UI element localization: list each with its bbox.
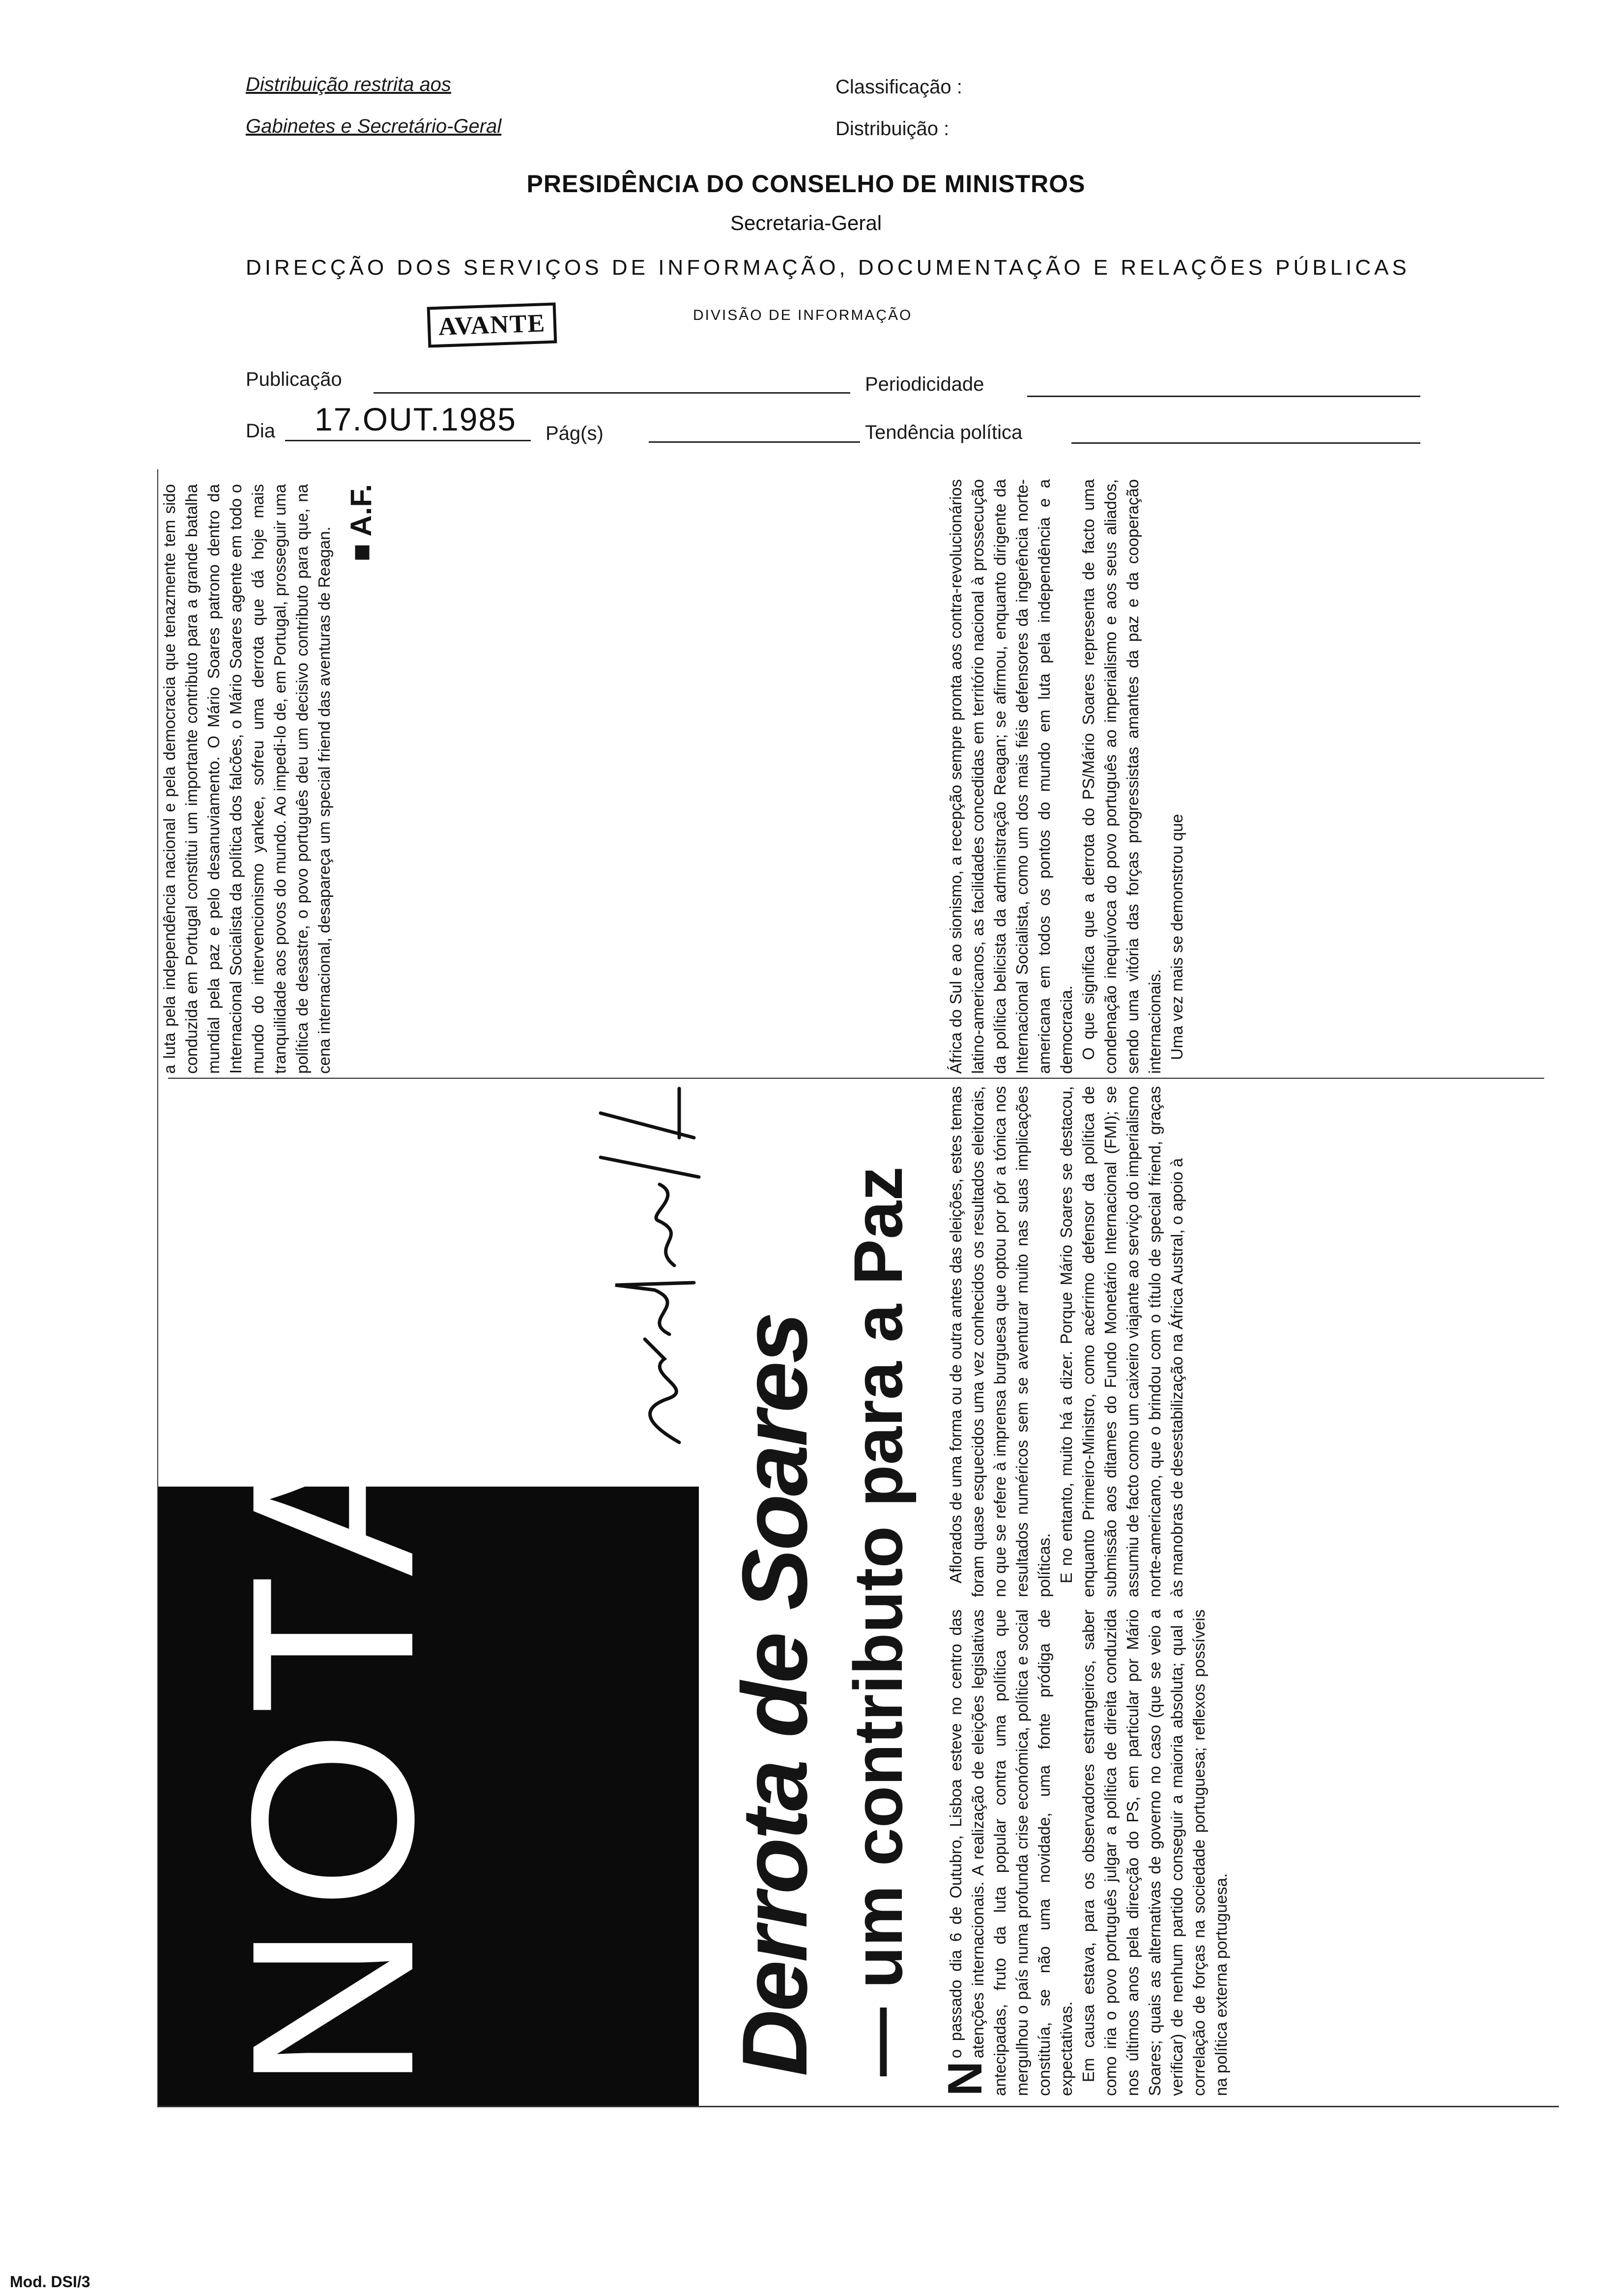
section-banner <box>158 1238 699 2106</box>
subheadline: — um contributo para a Paz <box>839 1166 917 2076</box>
directorate-title: DIRECÇÃO DOS SERVIÇOS DE INFORMAÇÃO, DOCUMENTAÇÃO E RELAÇÕES PÚBLICAS <box>246 256 1410 280</box>
publication-line <box>374 392 850 394</box>
article-column-4 <box>158 484 689 1074</box>
section-title: NOTAS <box>203 1238 461 2091</box>
restricted-distribution-line2: Gabinetes e Secretário-Geral <box>246 115 502 137</box>
presidency-title: PRESIDÊNCIA DO CONSELHO DE MINISTROS <box>526 170 1086 198</box>
paragraph: E no entanto, muito há a dizer. Porque Mário Soares se destacou, enquanto Primeiro-Ministro, como acérrimo defensor da política de submissão aos ditames do Fundo Monetário Internacional (FMI); se assumiu de facto como um caixeiro viajante ao serviço do imperialismo norte-americano, que o brindou com o título de special friend, graças às manobras de desestabilização na África Austral, o apoio à <box>1057 1086 1186 1597</box>
division-title: DIVISÃO DE INFORMAÇÃO <box>693 307 913 323</box>
article-column-1 <box>938 1609 1549 2096</box>
restricted-distribution-line1: Distribuição restrita aos <box>246 74 451 95</box>
paragraph: O que significa que a derrota do PS/Mário Soares representa de facto uma condenação inequívoca do povo português ao imperialismo e aos seus aliados, sendo uma vitória das forças progressistas amantes da paz e da cooperação internacionais. <box>1079 479 1164 1074</box>
pages-line <box>649 441 860 443</box>
date-value: 17.OUT.1985 <box>315 401 517 437</box>
classification-label: Classificação : <box>835 76 962 98</box>
tendency-line <box>1071 442 1420 444</box>
paragraph: Uma vez mais se demonstrou que <box>1168 814 1186 1060</box>
newspaper-clipping <box>157 469 1559 2107</box>
article-column-3 <box>945 479 1549 1074</box>
tendency-label: Tendência política <box>865 422 1023 443</box>
day-label: Dia <box>246 420 276 442</box>
form-code: Mod. DSI/3 <box>10 2273 90 2291</box>
drop-cap: N <box>938 2061 992 2096</box>
article-rotated <box>158 469 1559 2106</box>
paragraph: Em causa estava, para os observadores estrangeiros, saber como iria o povo português julgar a política de direita conduzida nos últimos anos pela direcção do PS, em particular por Mário Soares; quais as alternativas de governo no caso (que se veio a verificar) de nenhum partido conseguir a maioria absoluta; qual a correlação de forças na sociedade portuguesa; reflexos possíveis na política externa portuguesa. <box>1079 1609 1230 2096</box>
paragraph: a luta pela independência nacional e pela democracia que tenazmente tem sido conduzida em Portugal constitui um importante contributo para a grande batalha mundial pela paz e pelo desanuviamento. O Mário Soares patrono dentro da Internacional Socialista da política dos falcões, o Mário Soares agente em todo o mundo do intervencionismo yankee, sofreu uma derrota que dá hoje mais tranquilidade aos povos do mundo. Ao impedi-lo de, em Portugal, prosseguir uma política de desastre, o povo português deu um decisivo contributo para que, na cena internacional, desapareça um special friend das aventuras de Reagan. <box>160 484 333 1074</box>
date-line <box>285 440 531 441</box>
periodicity-line <box>1027 396 1420 397</box>
publication-label: Publicação <box>246 369 342 390</box>
paragraph: Aflorados de uma forma ou de outra antes das eleições, estes temas foram quase esquecidos uma vez conhecidos os resultados eleitorais, no que se refere à imprensa burguesa que optou por pôr a tónica nos resultados numéricos sem se aventurar muito nas suas implicações políticas. <box>947 1086 1053 1597</box>
author-signature: ■ A.F. <box>345 484 377 562</box>
pages-label: Pág(s) <box>546 423 604 444</box>
distribution-label: Distribuição : <box>835 118 950 140</box>
paragraph: África do Sul e ao sionismo, a recepção sempre pronta aos contra-revolucionários latino-americanos, as facilidades concedidas em território nacional à prossecução da política belicista da administração Reagan; se afirmou, enquanto dirigente da Internacional Socialista, como um dos mais fiéis defensores da ingerência norte-americana em todos os pontos do mundo em luta pela independência e a democracia. <box>947 479 1075 1074</box>
headline: Derrota de Soares <box>723 1314 826 2076</box>
periodicity-label: Periodicidade <box>865 373 984 395</box>
avante-stamp: AVANTE <box>427 302 557 347</box>
article-column-2 <box>945 1086 1549 1597</box>
handwritten-annotation <box>586 1079 709 1452</box>
secretariat-title: Secretaria-Geral <box>730 211 882 234</box>
paragraph: o passado dia 6 de Outubro, Lisboa esteve no centro das atenções internacionais. A realização de eleições legislativas antecipadas, fruto da luta popular contra uma política que mergulhou o país numa profunda crise económica, política e social constituía, se não uma novidade, uma fonte pródiga de expectativas. <box>947 1609 1075 2096</box>
column-divider <box>168 1078 1544 1079</box>
